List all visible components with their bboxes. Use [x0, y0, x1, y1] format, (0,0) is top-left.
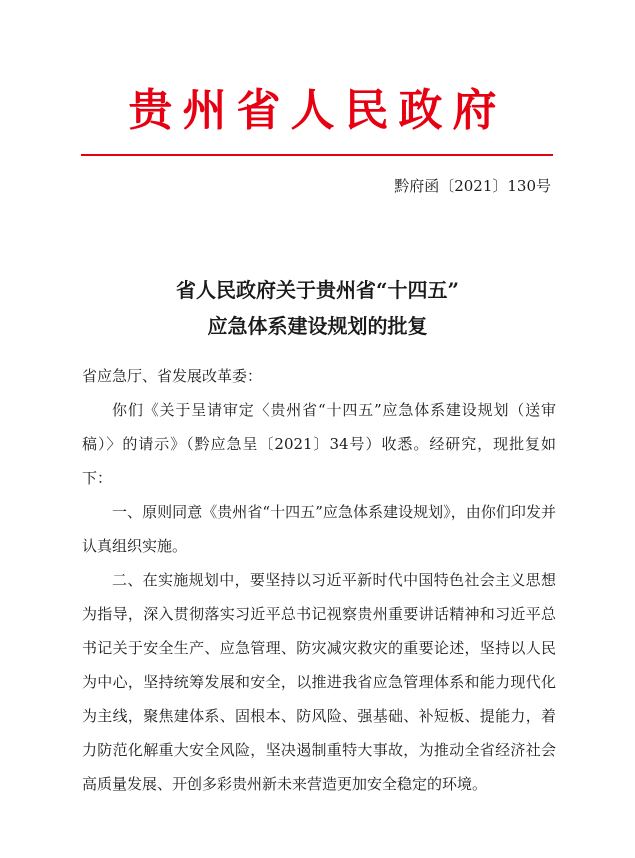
- document-number: 黔府函〔2021〕130号: [394, 177, 551, 195]
- paragraph-2: 一、原则同意《贵州省“十四五”应急体系建设规划》，由你们印发并认真组织实施。: [82, 503, 556, 555]
- document-body: [82, 359, 556, 801]
- red-separator-line: [81, 154, 553, 156]
- paragraph-3: 二、在实施规划中，要坚持以习近平新时代中国特色社会主义思想为指导，深入贯彻落实习近平总书记视察贵州重要讲话精神和习近平总书记关于安全生产、应急管理、防灾减灾救灾的重要论述，坚持以人民为中心，坚持统筹发展和安全，以推进我省应急管理体系和能力现代化为主线，聚焦建体系、固根本、防风险、强基础、补短板、提能力，着力防范化解重大安全风险，坚决遏制重特大事故，为推动全省经济社会高质量发展、开创多彩贵州新未来营造更加安全稳定的环境。: [82, 571, 556, 793]
- document-title-line-2: 应急体系建设规划的批复: [207, 314, 428, 338]
- masthead-title: 贵州省人民政府: [128, 85, 507, 136]
- document-title-line-1: 省人民政府关于贵州省“十四五”: [175, 278, 459, 302]
- salutation: 省应急厅、省发展改革委：: [82, 367, 263, 385]
- document-title: [0, 272, 635, 344]
- paragraph-1: 你们《关于呈请审定〈贵州省“十四五”应急体系建设规划（送审稿）〉的请示》（黔应急呈〔2021〕34号）收悉。经研究，现批复如下：: [82, 401, 556, 487]
